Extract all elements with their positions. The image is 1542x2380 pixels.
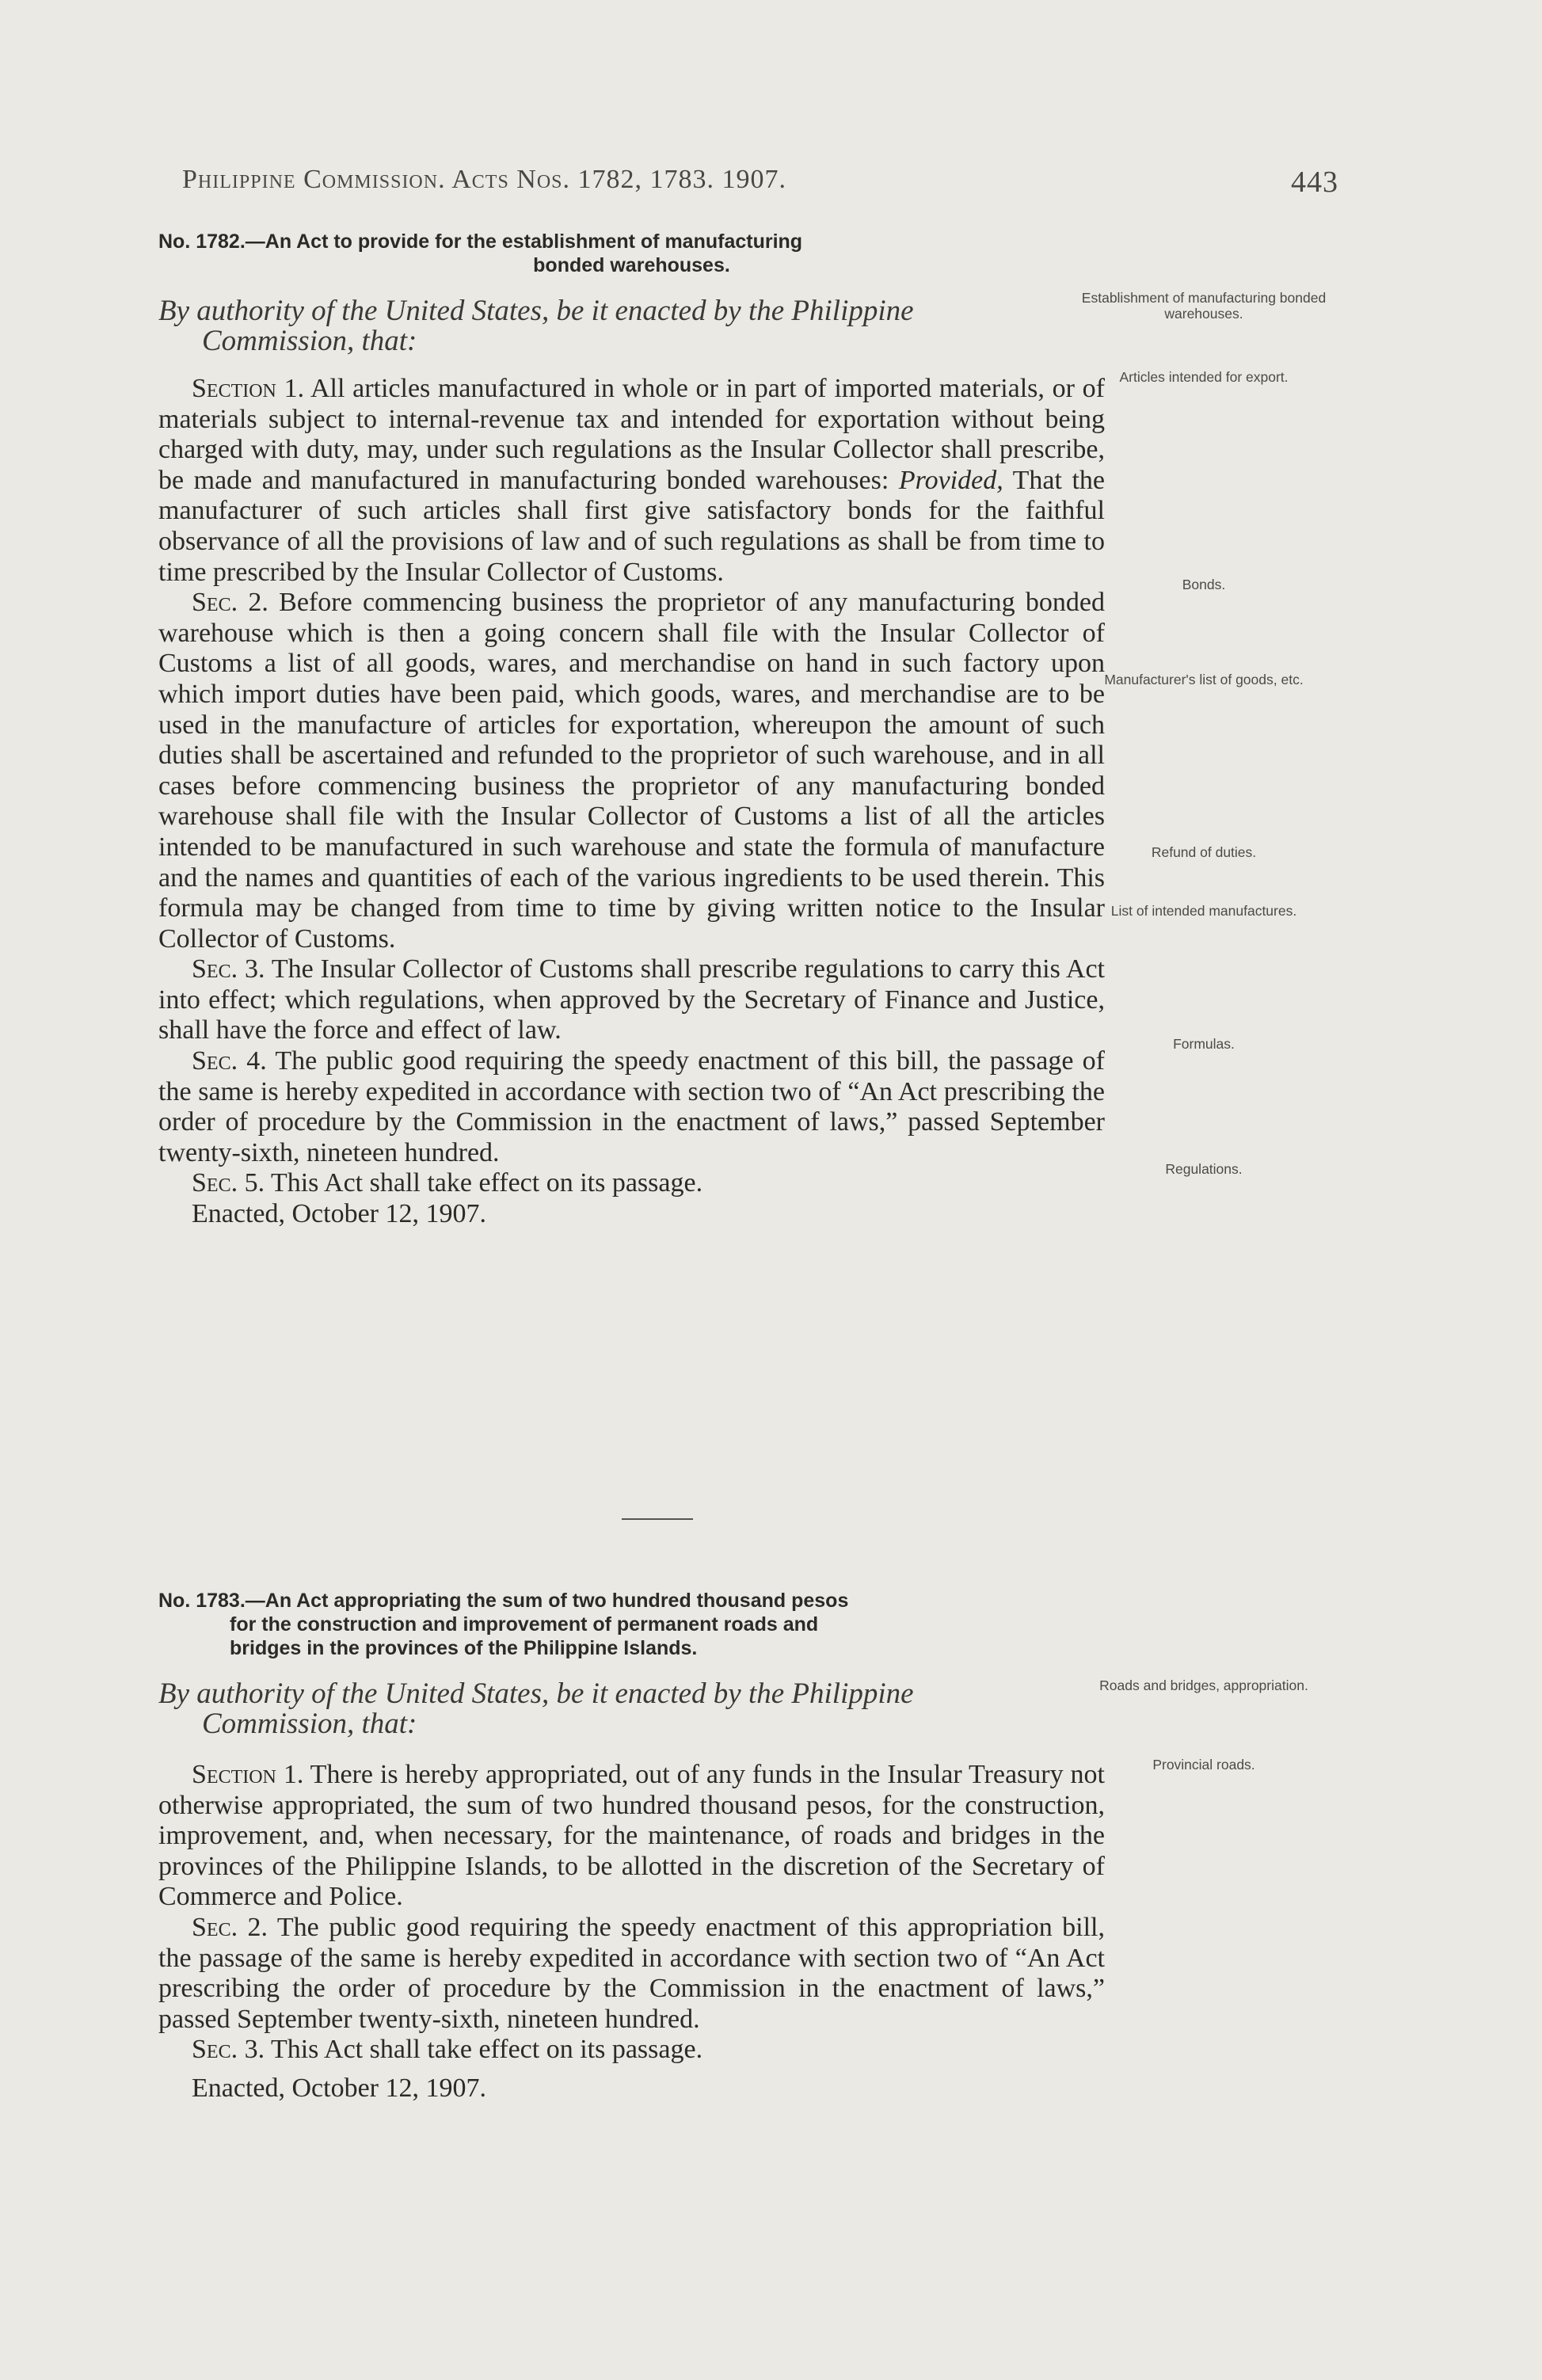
section-text: All articles manufactured in whole or in part of imported materials, or of materials subject to internal-revenue tax and intended for exportation without being charged with duty, may, under such regulations as the Insular Collector shall prescribe, be made and manufactured in manufacturing bonded warehouses:	[158, 374, 1105, 495]
margin-note-establishment: Establishment of manufacturing bonded warehouses.	[1081, 290, 1327, 322]
margin-note-formulas: Formulas.	[1173, 1036, 1235, 1052]
margin-note-articles: Articles intended for export.	[1119, 369, 1289, 385]
act-1782-enacted-date: Enacted, October 12, 1907.	[192, 1199, 486, 1229]
act-1783-enacting-clause	[158, 1679, 1105, 1739]
act-1783-section-3	[158, 2035, 1105, 2066]
margin-note-list-manufactures: List of intended manufactures.	[1110, 903, 1297, 919]
act-1783-section-2	[158, 1913, 1105, 2035]
running-title: Philippine Commission. Acts Nos. 1782, 1783. 1907.	[182, 165, 787, 194]
margin-note-roads: Roads and bridges, appropriation.	[1099, 1677, 1308, 1693]
section-label: Sec. 3.	[192, 2035, 265, 2065]
section-label: Section 1.	[192, 1760, 304, 1789]
section-text: This Act shall take effect on its passage.	[265, 1168, 703, 1198]
act-1782-title	[158, 230, 1105, 277]
act-1782-title-line2: bonded warehouses.	[533, 254, 730, 276]
section-text: This Act shall take effect on its passage.	[265, 2035, 703, 2065]
section-text: Before commencing business the proprietor of any manufacturing bonded warehouse which is then a going concern shall file with the Insular Collector of Customs a list of all goods, wares, and merchandise on hand in such factory upon which import duties have been paid, which goods, wares, and merchandise are to be used in the manufacture of articles for exportation, whereupon the amount of such duties shall be ascertained and refunded to the proprietor of such warehouse, and in all cases before commencing business the proprietor of any manufacturing bonded warehouse shall file with the Insular Collector of Customs a list of all the articles intended to be manufactured in such warehouse and state the formula of manufacture and the names and quantities of each of the various ingredients to be used therein. This formula may be changed from time to time by giving written notice to the Insular Collector of Customs.	[158, 588, 1106, 954]
act-1783-title	[158, 1589, 1105, 1660]
page-number: 443	[1291, 166, 1338, 199]
act-1782-number: No. 1782.	[158, 230, 246, 253]
section-label: Sec. 2.	[192, 588, 268, 618]
act-1782-section-4	[158, 1046, 1105, 1168]
section-label: Sec. 4.	[192, 1046, 267, 1076]
act-1782-section-1	[158, 374, 1105, 588]
act-1782-title-line1: —An Act to provide for the establishment of manufacturing	[245, 230, 803, 253]
act-1783-title-line3: bridges in the provinces of the Philippine Islands.	[230, 1637, 698, 1659]
section-text: That the manufacturer of such articles shall first give satisfactory bonds for the faithful observance of all the provisions of law and of such regulations as shall be from time to time prescribed by the Insular Collector of Customs.	[158, 465, 1105, 587]
act-1783-enacting-line2: Commission, that:	[202, 1708, 417, 1740]
act-1783-enacted-date: Enacted, October 12, 1907.	[192, 2073, 486, 2103]
section-label: Sec. 3.	[192, 954, 265, 984]
margin-note-refund: Refund of duties.	[1151, 844, 1257, 860]
section-label: Sec. 5.	[192, 1168, 265, 1198]
margin-note-bonds: Bonds.	[1182, 577, 1226, 592]
act-1782-section-2	[158, 588, 1105, 954]
act-1783-title-line2: for the construction and improvement of permanent roads and	[230, 1613, 819, 1636]
act-1783-section-1	[158, 1760, 1105, 1913]
act-1782	[158, 230, 1105, 1230]
act-1782-enacting-line2: Commission, that:	[202, 325, 417, 357]
act-1782-enacting-clause	[158, 296, 1105, 356]
act-1783-enacting-line1: By authority of the United States, be it enacted by the Philippine	[158, 1677, 914, 1710]
provided-label: Provided,	[898, 465, 1003, 495]
section-text: There is hereby appropriated, out of any funds in the Insular Treasury not otherwise appropriated, the sum of two hundred thousand pesos, for the construction, improvement, and, when necessary, for the maintenance, of roads and bridges in the provinces of the Philippine Islands, to be allotted in the discretion of the Secretary of Commerce and Police.	[158, 1760, 1105, 1912]
margin-note-regulations: Regulations.	[1165, 1161, 1243, 1177]
section-text: The public good requiring the speedy enactment of this appropriation bill, the passage of the same is hereby expedited in accordance with section two of “An Act prescribing the order of procedure by the Commission in the enactment of laws,” passed September twenty-sixth, nineteen hundred.	[158, 1912, 1106, 2034]
act-1783-title-line1: —An Act appropriating the sum of two hundred thousand pesos	[245, 1590, 849, 1612]
margin-note-provincial: Provincial roads.	[1152, 1757, 1255, 1773]
act-1782-section-3	[158, 954, 1105, 1046]
section-text: The public good requiring the speedy enactment of this bill, the passage of the same is hereby expedited in accordance with section two of “An Act prescribing the order of procedure by the Commission in the enactment of laws,” passed September twenty-sixth, nineteen hundred.	[158, 1046, 1106, 1167]
act-1783-number: No. 1783.	[158, 1590, 246, 1612]
act-1782-section-5	[158, 1168, 1105, 1199]
act-1783	[158, 1589, 1105, 2104]
act-1782-enacting-line1: By authority of the United States, be it enacted by the Philippine	[158, 295, 914, 327]
margin-note-list-goods: Manufacturer's list of goods, etc.	[1104, 672, 1304, 687]
section-text: The Insular Collector of Customs shall prescribe regulations to carry this Act into effect; which regulations, when approved by the Secretary of Finance and Justice, shall have the force and effect of law.	[158, 954, 1105, 1045]
section-label: Sec. 2.	[192, 1912, 268, 1942]
section-label: Section 1.	[192, 374, 305, 403]
section-divider	[622, 1518, 693, 1520]
